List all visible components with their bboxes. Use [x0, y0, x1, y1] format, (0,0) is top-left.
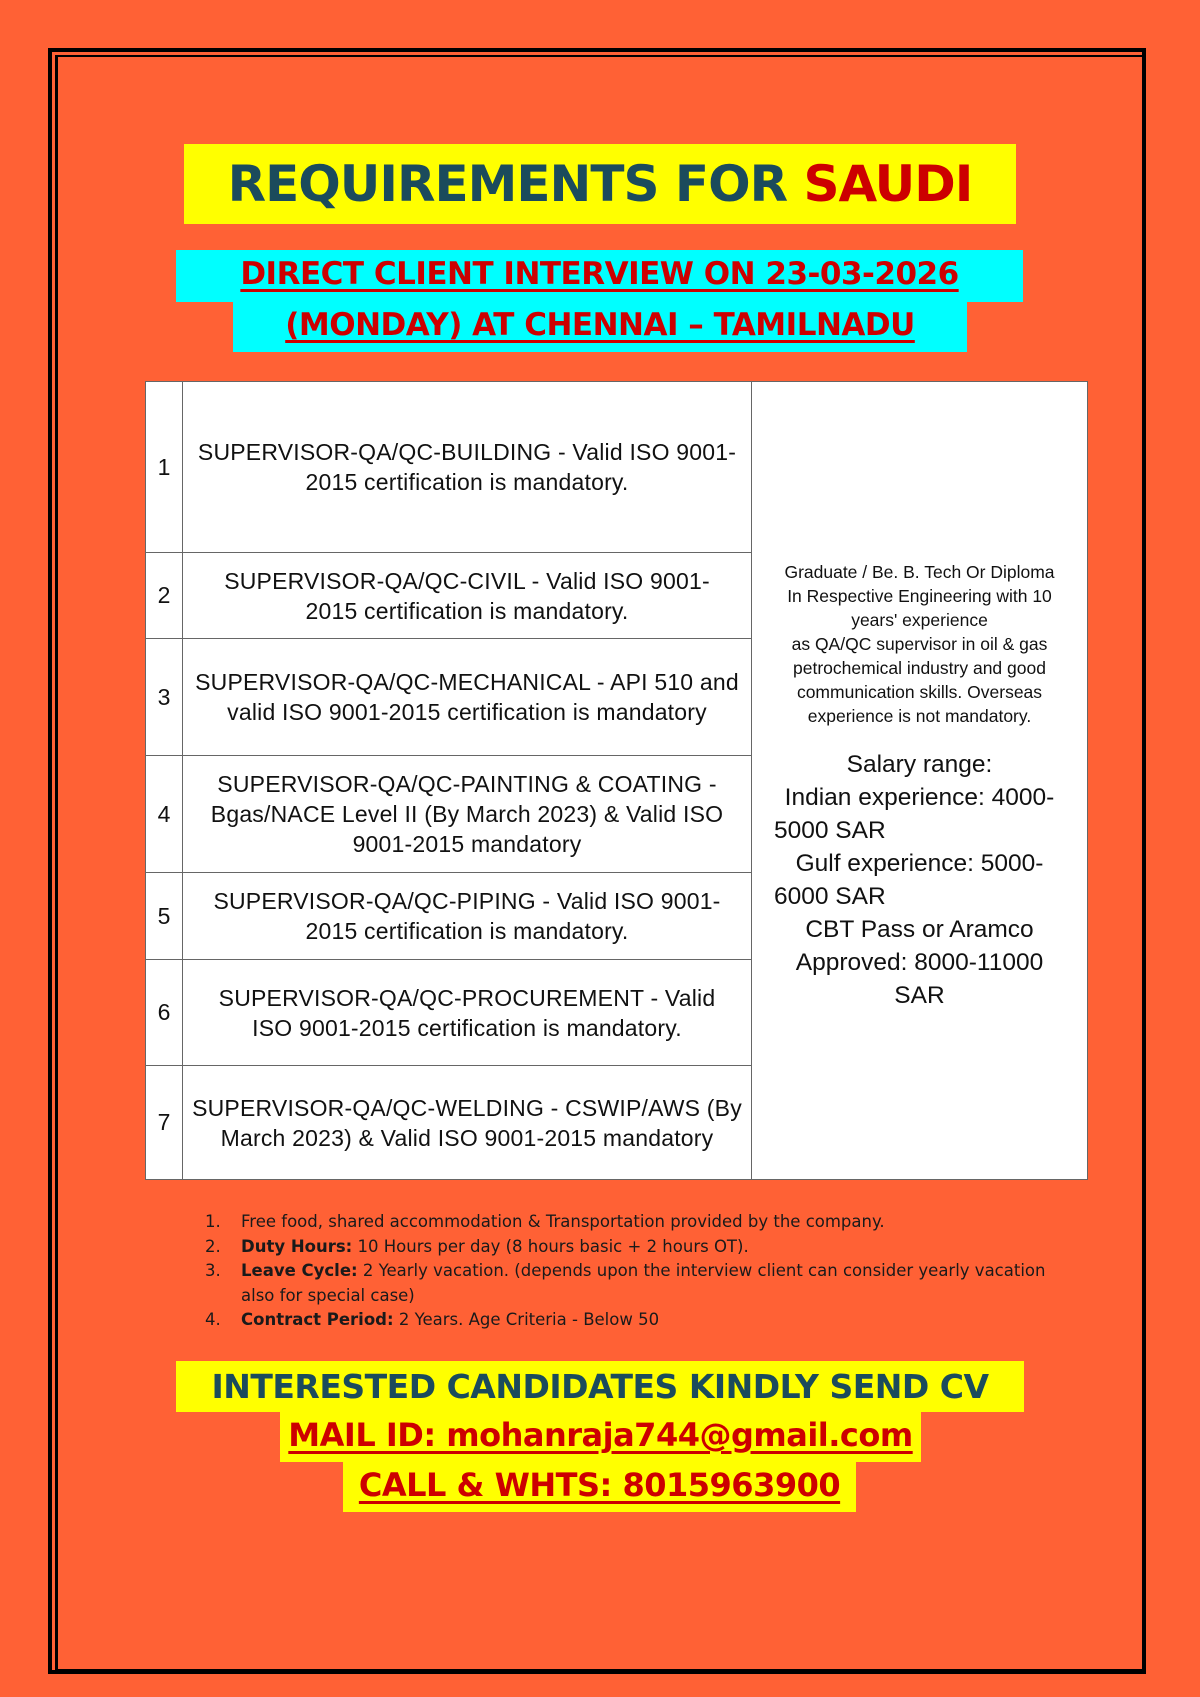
req-line: Graduate / Be. B. Tech Or Diploma [784, 561, 1055, 582]
salary-heading: Salary range: [846, 750, 993, 778]
job-title: SUPERVISOR-QA/QC-CIVIL - Valid ISO 9001-2015 certification is mandatory. [183, 553, 752, 639]
salary-gulf-cont: 6000 SAR [774, 882, 886, 910]
list-number: 4. [205, 1310, 221, 1330]
job-title: SUPERVISOR-QA/QC-PAINTING & COATING - Bgas/NACE Level II (By March 2023) & Valid ISO 9001-2015 mandatory [183, 756, 752, 873]
email-link[interactable]: MAIL ID: mohanraja744@gmail.com [280, 1412, 921, 1462]
req-line: experience is not mandatory. [807, 705, 1032, 726]
job-number: 7 [146, 1066, 183, 1180]
page-title [184, 144, 1016, 224]
benefits-list [200, 1210, 1060, 1333]
list-text: 2 Years. Age Criteria - Below 50 [393, 1310, 660, 1330]
job-number: 4 [146, 756, 183, 873]
list-label: Duty Hours: [241, 1236, 353, 1256]
list-label: Contract Period: [241, 1310, 394, 1330]
job-title: SUPERVISOR-QA/QC-MECHANICAL - API 510 and valid ISO 9001-2015 certification is mandatory [183, 639, 752, 756]
salary-cbt: CBT Pass or Aramco [805, 915, 1034, 943]
cta-text: INTERESTED CANDIDATES KINDLY SEND CV [176, 1361, 1024, 1412]
list-text: Free food, shared accommodation & Transportation provided by the company. [241, 1212, 885, 1231]
list-number: 1. [205, 1212, 221, 1231]
job-title: SUPERVISOR-QA/QC-BUILDING - Valid ISO 9001-2015 certification is mandatory. [183, 382, 752, 553]
list-item [200, 1210, 1060, 1235]
salary-indian-cont: 5000 SAR [774, 816, 886, 844]
phone-link[interactable]: CALL & WHTS: 8015963900 [343, 1462, 856, 1512]
job-number: 3 [146, 639, 183, 756]
interview-line-2: (MONDAY) AT CHENNAI – TAMILNADU [233, 302, 967, 352]
list-item [200, 1235, 1060, 1260]
job-number: 1 [146, 382, 183, 553]
list-number: 3. [205, 1261, 221, 1281]
list-number: 2. [205, 1236, 221, 1256]
job-title: SUPERVISOR-QA/QC-PROCUREMENT - Valid ISO 9001-2015 certification is mandatory. [183, 960, 752, 1066]
job-number: 5 [146, 873, 183, 960]
title-main: REQUIREMENTS FOR [227, 155, 788, 213]
salary-cbt-cont: Approved: 8000-11000 [795, 948, 1044, 976]
salary-cbt-unit: SAR [894, 981, 945, 1009]
requirements-cell [752, 382, 1088, 1180]
job-number: 6 [146, 960, 183, 1066]
req-line: petrochemical industry and good [793, 657, 1046, 678]
list-text: 10 Hours per day (8 hours basic + 2 hours OT). [352, 1236, 749, 1256]
salary-gulf: Gulf experience: 5000- [795, 849, 1044, 877]
job-title: SUPERVISOR-QA/QC-PIPING - Valid ISO 9001-2015 certification is mandatory. [183, 873, 752, 960]
req-line: communication skills. Overseas [796, 681, 1043, 702]
table-row [146, 382, 1088, 553]
jobs-table [145, 381, 1088, 1180]
req-line: years' experience [851, 609, 988, 630]
list-item [200, 1308, 1060, 1333]
title-accent: SAUDI [803, 155, 973, 213]
req-line: as QA/QC supervisor in oil & gas [791, 633, 1048, 654]
job-number: 2 [146, 553, 183, 639]
interview-line-1: DIRECT CLIENT INTERVIEW ON 23-03-2026 [176, 250, 1023, 302]
list-label: Leave Cycle: [241, 1261, 358, 1281]
list-text: 2 Yearly vacation. (depends upon the interview client can consider yearly vacation also for special case) [241, 1261, 1046, 1305]
salary-range [756, 748, 1083, 1012]
req-line: In Respective Engineering with 10 [787, 585, 1052, 606]
salary-indian: Indian experience: 4000- [784, 783, 1055, 811]
list-item [200, 1259, 1060, 1308]
qualification-text [756, 560, 1083, 728]
job-title: SUPERVISOR-QA/QC-WELDING - CSWIP/AWS (By March 2023) & Valid ISO 9001-2015 mandatory [183, 1066, 752, 1180]
